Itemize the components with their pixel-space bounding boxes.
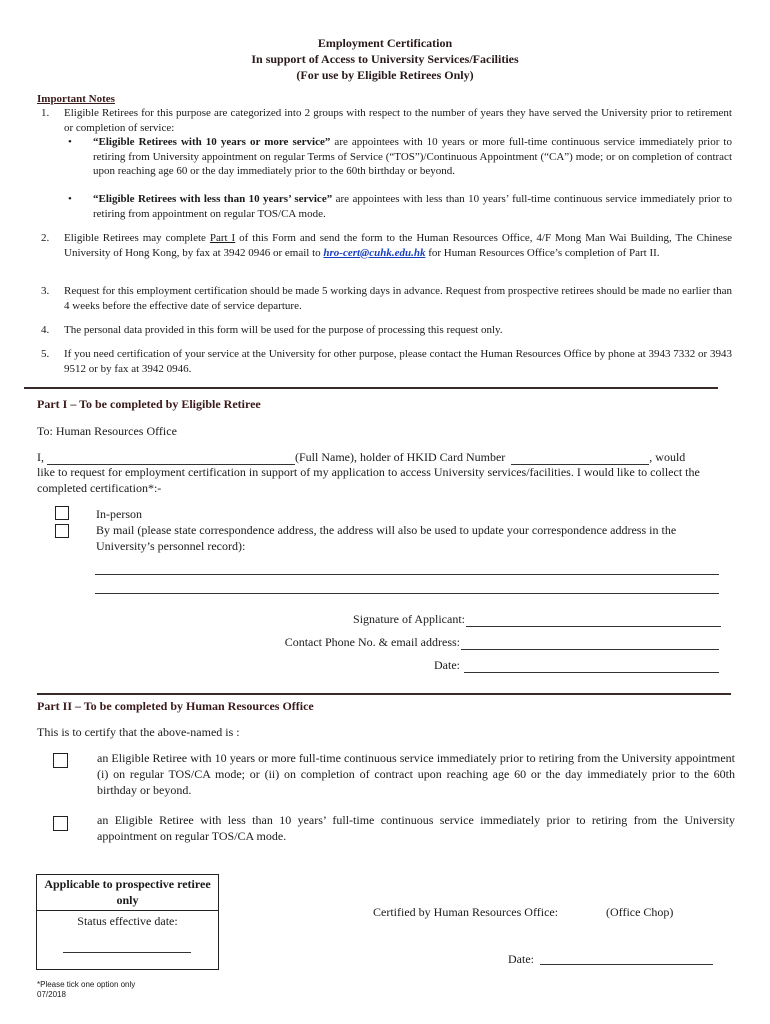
- full-name-label: (Full Name), holder of HKID Card Number: [295, 450, 506, 464]
- tick-one-note: *Please tick one option only: [37, 980, 136, 989]
- full-name-field[interactable]: [47, 450, 295, 465]
- part1-addressee: To: Human Resources Office: [37, 424, 177, 438]
- note-4-text: The personal data provided in this form will be used for the purpose of processing this request only.: [64, 324, 503, 336]
- note-5-number: 5.: [41, 348, 50, 360]
- mail-checkbox[interactable]: [55, 524, 69, 538]
- note-2: [37, 231, 732, 260]
- divider: [24, 387, 718, 389]
- note-1-number: 1.: [41, 107, 50, 119]
- declaration-i: I,: [37, 450, 47, 464]
- form-version: 07/2018: [37, 990, 66, 999]
- hro-email-link[interactable]: hro-cert@cuhk.edu.hk: [323, 246, 426, 259]
- bullet-1-text: are appointees with 10 years or more full-time continuous service immediately prior to retiring from University appointment on regular Terms of Service (“TOS”)/Continuous Appointment (“CA”) mode; or on completion of contract upon reaching age 60 or the day immediately prior to the 60th birthday or beyond.: [93, 136, 732, 177]
- note-4-number: 4.: [41, 324, 50, 336]
- part2-heading: Part II – To be completed by Human Resources Office: [37, 699, 314, 713]
- note-2-text-pre: Eligible Retirees may complete: [64, 232, 210, 244]
- bullet-2-term: “Eligible Retirees with less than 10 years’ service”: [93, 193, 333, 205]
- bullet-icon: •: [68, 193, 72, 205]
- status-effective-date-label: Status effective date:: [77, 914, 178, 928]
- divider: [37, 693, 731, 695]
- hr-date-label: Date:: [508, 952, 534, 966]
- note-2-part-ref: Part I: [209, 232, 236, 244]
- note-2-number: 2.: [41, 232, 50, 244]
- note-1-bullet-1: [64, 135, 732, 179]
- note-3: [37, 284, 732, 313]
- note-2-text-mid: of this Form and send the form to the Human Resources Office, 4/F Mong Man Wai Building, The Chinese University of Hong Kong, by fax at 3942 0946 or email to: [64, 232, 732, 259]
- inperson-checkbox[interactable]: [55, 506, 69, 520]
- note-1: [37, 106, 732, 135]
- signature-label: Signature of Applicant:: [353, 612, 465, 626]
- hr-option-1-checkbox[interactable]: [53, 753, 68, 768]
- declaration-would: , would: [649, 450, 686, 464]
- note-3-text: Request for this employment certification should be made 5 working days in advance. Request from prospective retirees should be made no earlier than 4 weeks before the effective date of service departure.: [64, 285, 732, 312]
- date-label: Date:: [434, 658, 460, 672]
- form-subtitle: In support of Access to University Services/Facilities: [251, 52, 519, 66]
- address-line-1[interactable]: [95, 574, 719, 575]
- part1-heading: Part I – To be completed by Eligible Retiree: [37, 397, 261, 411]
- mail-option-label: By mail (please state correspondence address, the address will also be used to update your correspondence address in the University’s personnel record):: [96, 523, 677, 553]
- hr-option-2-checkbox[interactable]: [53, 816, 68, 831]
- hr-option-1-text: an Eligible Retiree with 10 years or more full-time continuous service immediately prior to retiring from the University appointment (i) on regular TOS/CA mode; or (ii) on completion of contract upon reaching age 60 or the day immediately prior to the 60th birthday or beyond.: [97, 751, 735, 797]
- note-3-number: 3.: [41, 285, 50, 297]
- prospective-retiree-box-title: Applicable to prospective retiree only: [37, 875, 218, 911]
- part2-certify-text: This is to certify that the above-named is :: [37, 725, 240, 739]
- contact-label: Contact Phone No. & email address:: [284, 635, 460, 649]
- part1-request-text: like to request for employment certification in support of my application to access University services/facilities. I would like to collect the completed certification*:-: [37, 465, 700, 495]
- date-field[interactable]: [464, 672, 719, 673]
- bullet-1-term: “Eligible Retirees with 10 years or more service”: [93, 136, 331, 148]
- note-5: [37, 347, 732, 376]
- prospective-retiree-box: [36, 874, 219, 970]
- hr-option-2-text: an Eligible Retiree with less than 10 years’ full-time continuous service immediately prior to retiring from the University appointment on regular TOS/CA mode.: [97, 813, 735, 843]
- bullet-icon: •: [68, 136, 72, 148]
- certified-by-label: Certified by Human Resources Office:: [373, 905, 559, 919]
- note-2-text-post: for Human Resources Office’s completion of Part II.: [425, 246, 660, 259]
- note-5-text: If you need certification of your service at the University for other purpose, please contact the Human Resources Office by phone at 3943 7332 or 3943 9512 or by fax at 3942 0946.: [64, 348, 732, 375]
- form-subtitle-eligibility: (For use by Eligible Retirees Only): [296, 68, 474, 82]
- notes-heading: Important Notes: [37, 93, 115, 105]
- bullet-2-text: are appointees with less than 10 years’ full-time continuous service immediately prior to retiring from appointment on regular TOS/CA mode.: [93, 193, 732, 220]
- contact-field[interactable]: [461, 649, 719, 650]
- address-line-2[interactable]: [95, 593, 719, 594]
- note-1-text: Eligible Retirees for this purpose are categorized into 2 groups with respect to the number of years they have served the University prior to retirement or completion of service:: [64, 107, 732, 134]
- signature-field[interactable]: [466, 626, 721, 627]
- note-4: [37, 323, 732, 338]
- inperson-option-label: In-person: [96, 507, 142, 521]
- office-chop-label: (Office Chop): [606, 905, 674, 919]
- hr-date-field[interactable]: [540, 964, 713, 965]
- form-title: Employment Certification: [317, 36, 453, 50]
- part1-declaration-line: [37, 449, 737, 465]
- status-effective-date-field[interactable]: [63, 952, 191, 953]
- note-1-bullet-2: [64, 192, 732, 221]
